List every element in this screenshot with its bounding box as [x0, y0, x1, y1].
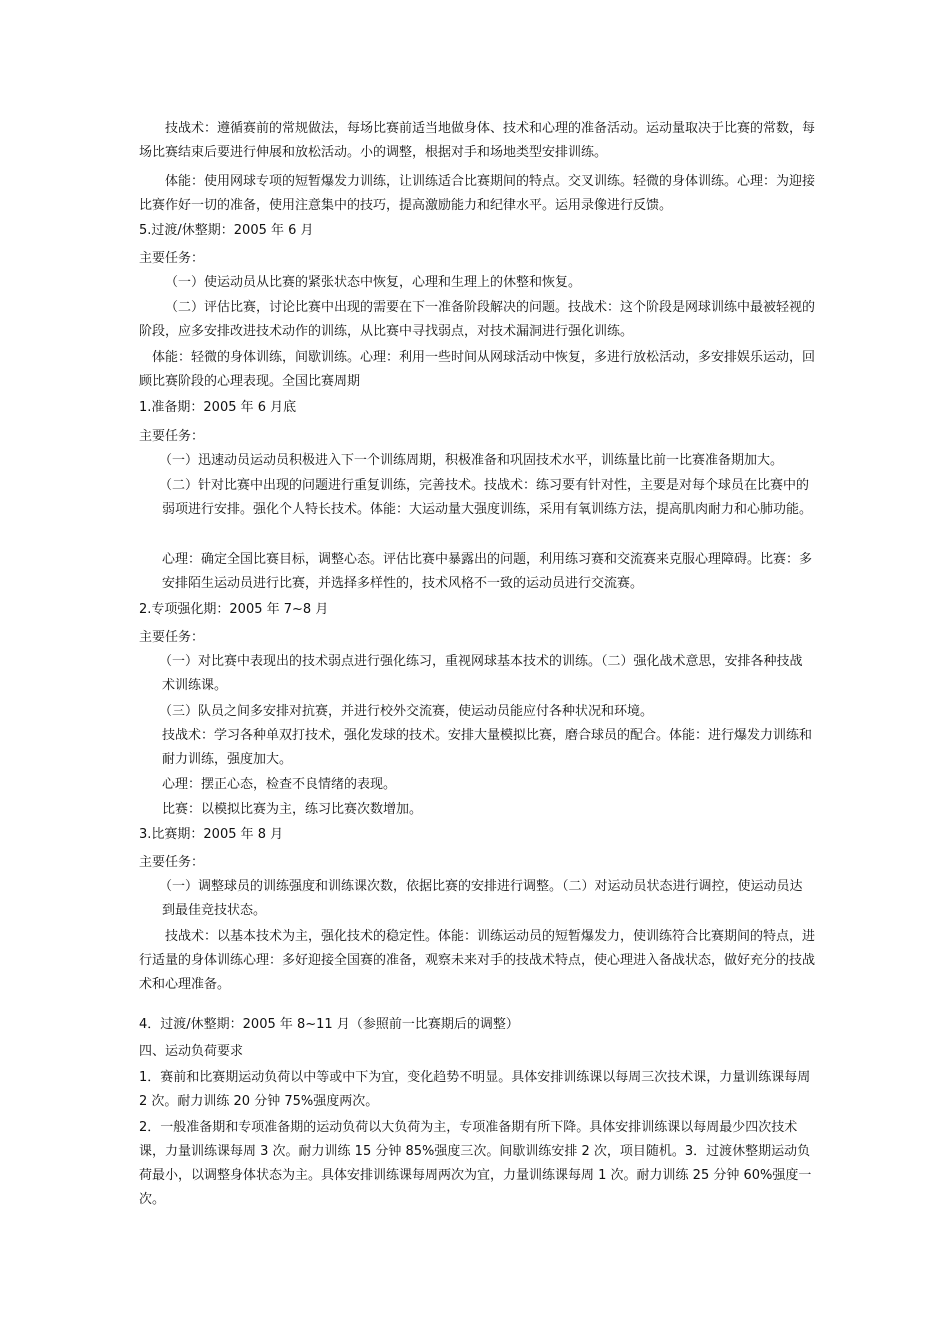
- heading-transition-period: 5.过渡/休整期：2005 年 6 月: [139, 223, 314, 238]
- paragraph-competition-specialized: 比赛：以模拟比赛为主，练习比赛次数增加。: [162, 802, 423, 817]
- task-item-adjust-intensity: （一）调整球员的训练强度和训练课次数，依据比赛的安排进行调整。（二）对运动员状态进行调控，使运动员达到最佳竞技状态。: [159, 879, 803, 918]
- paragraph-load-2: 2．一般准备期和专项准备期的运动负荷以大负荷为主，专项准备期有所下降。具体安排训练课以每周最少四次技术课，力量训练课每周 3 次。耐力训练 15 分钟 85%强度三次。间歇训练安排 2 次，项目随机。3．过渡休整期运动负荷最小，以调整身体状态为主。具体安排训练课每周两次为宜，力量训练课每周 1 次。耐力训练 25 分钟 60%强度一次。: [139, 1120, 812, 1207]
- task-item-weakness: （一）对比赛中表现出的技术弱点进行强化练习，重视网球基本技术的训练。（二）强化战术意思，安排各种技战术训练课。: [159, 654, 803, 693]
- paragraph-load-1: 1．赛前和比赛期运动负荷以中等或中下为宜，变化趋势不明显。具体安排训练课以每周三次技术课，力量训练课每周 2 次。耐力训练 20 分钟 75%强度两次。: [139, 1070, 811, 1109]
- task-item-recovery: （一）使运动员从比赛的紧张状态中恢复，心理和生理上的休整和恢复。: [165, 275, 582, 290]
- paragraph-tactics-precompetition: 技战术：遵循赛前的常规做法，每场比赛前适当地做身体、技术和心理的准备活动。运动量取决于比赛的常数，每场比赛结束后要进行伸展和放松活动。小的调整，根据对手和场地类型安排训练。: [139, 121, 816, 160]
- paragraph-psychology-specialized: 心理：摆正心态，检查不良情绪的表现。: [162, 777, 397, 792]
- paragraph-fitness-precompetition: 体能：使用网球专项的短暂爆发力训练，让训练适合比赛期间的特点。交叉训练。轻微的身体训练。心理：为迎接比赛作好一切的准备，使用注意集中的技巧，提高激励能力和纪律水平。运用录像进行反馈。: [139, 174, 816, 213]
- label-main-tasks: 主要任务：: [139, 429, 205, 444]
- task-item-mobilize: （一）迅速动员运动员积极进入下一个训练周期，积极准备和巩固技术水平，训练量比前一比赛准备期加大。: [159, 453, 784, 468]
- paragraph-psychology-preparation: 心理：确定全国比赛目标，调整心态。评估比赛中暴露出的问题，利用练习赛和交流赛来克服心理障碍。比赛：多安排陌生运动员进行比赛，并选择多样性的，技术风格不一致的运动员进行交流赛。: [162, 552, 813, 591]
- task-item-repeat-training: （二）针对比赛中出现的问题进行重复训练，完善技术。技战术：练习要有针对性，主要是对每个球员在比赛中的弱项进行安排。强化个人特长技术。体能：大运动量大强度训练，采用有氧训练方法，提高肌肉耐力和心肺功能。: [159, 478, 813, 517]
- task-item-matches: （三）队员之间多安排对抗赛，并进行校外交流赛，使运动员能应付各种状况和环境。: [159, 704, 654, 719]
- section-heading-load-requirements: 四、运动负荷要求: [139, 1044, 244, 1059]
- heading-competition-period: 3.比赛期：2005 年 8 月: [139, 827, 284, 842]
- label-main-tasks: 主要任务：: [139, 630, 205, 645]
- paragraph-tactics-competition: 技战术：以基本技术为主，强化技术的稳定性。体能：训练运动员的短暂爆发力，使训练符合比赛期间的特点，进行适量的身体训练心理：多好迎接全国赛的准备，观察未来对手的技战术特点，使心理进入备战状态，做好充分的技战术和心理准备。: [139, 929, 816, 992]
- heading-transition-period-2: 4．过渡/休整期：2005 年 8~11 月（参照前一比赛期后的调整）: [139, 1017, 519, 1032]
- label-main-tasks: 主要任务：: [139, 251, 205, 266]
- paragraph-fitness-transition: 体能：轻微的身体训练，间歇训练。心理：利用一些时间从网球活动中恢复，多进行放松活动，多安排娱乐运动，回顾比赛阶段的心理表现。全国比赛周期: [139, 350, 816, 389]
- paragraph-tactics-specialized: 技战术：学习各种单双打技术，强化发球的技术。安排大量模拟比赛，磨合球员的配合。体能：进行爆发力训练和耐力训练，强度加大。: [162, 728, 813, 767]
- task-item-evaluate: （二）评估比赛，讨论比赛中出现的需要在下一准备阶段解决的问题。技战术：这个阶段是网球训练中最被轻视的阶段，应多安排改进技术动作的训练，从比赛中寻找弱点，对技术漏洞进行强化训练。: [139, 300, 816, 339]
- heading-specialized-period: 2.专项强化期：2005 年 7~8 月: [139, 602, 329, 617]
- heading-preparation-period: 1.准备期：2005 年 6 月底: [139, 400, 297, 415]
- label-main-tasks: 主要任务：: [139, 855, 205, 870]
